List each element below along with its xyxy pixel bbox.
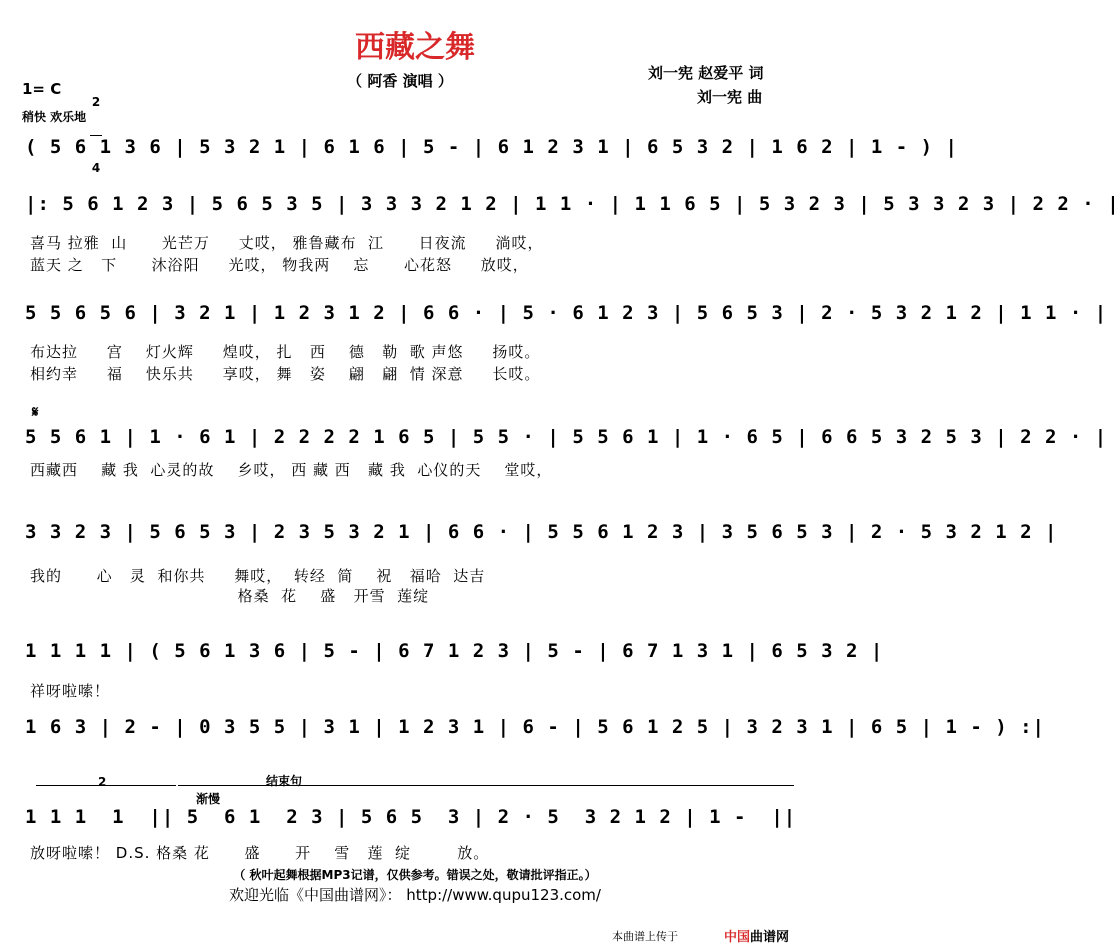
meter-bottom: 4 [91,161,101,175]
notation-row-8: 1 1 1 1 || 5 6 1 2 3 | 5 6 5 3 | 2 · 5 3 2 1 2 | 1 - || [25,806,797,828]
coda-label: 结束句 [266,774,303,788]
meter-top: 2 [91,95,101,109]
notation-row-6: 1 1 1 1 | ( 5 6 1 3 6 | 5 - | 6 7 1 2 3 | 5 - | 6 7 1 3 1 | 6 5 3 2 | [25,640,884,662]
upload-note: 本曲谱上传于 [612,930,678,943]
lyrics-row-6: 祥呀啦嗦！ [30,682,111,700]
notation-row-2: |: 5 6 1 2 3 | 5 6 5 3 5 | 3 3 3 2 1 2 | 1 1 · | 1 1 6 5 | 5 3 2 3 | 5 3 3 2 3 | 2 2 · | [25,193,1120,215]
lyrics-row-3-verse-2: 相约幸 福 快乐共 享哎， 舞 姿 翩 翩 情 深意 长哎。 [30,365,541,383]
key-signature: 1= C [22,80,62,98]
notation-row-7: 1 6 3 | 2 - | 0 3 5 5 | 3 1 | 1 2 3 1 | 6 - | 5 6 1 2 5 | 3 2 3 1 | 6 5 | 1 - ) :| [25,716,1045,738]
site-logo-part-1: 中国 [724,930,751,945]
notation-row-5: 3 3 2 3 | 5 6 5 3 | 2 3 5 3 2 1 | 6 6 · | 5 5 6 1 2 3 | 3 5 6 5 3 | 2 · 5 3 2 1 2 | [25,521,1058,543]
lyricist-credit: 刘一宪 赵爱平 词 [648,64,764,82]
welcome-line: 欢迎光临《中国曲谱网》： http://www.qupu123.com/ [229,886,601,904]
lyrics-row-3-verse-1: 布达拉 宫 灯火辉 煌哎， 扎 西 德 勒 歌 声悠 扬哎。 [30,343,541,361]
segno-sign: 𝄋 [32,403,39,421]
notation-row-3: 5 5 6 5 6 | 3 2 1 | 1 2 3 1 2 | 6 6 · | 5 · 6 1 2 3 | 5 6 5 3 | 2 · 5 3 2 1 2 | 1 1 · | [25,302,1108,324]
tempo-marking: 稍快 欢乐地 [22,110,87,124]
site-logo-part-2: 曲谱网 [750,930,790,945]
singer-credit: （ 阿香 演唱 ） [347,72,453,90]
song-title: 西藏之舞 [355,30,475,65]
composer-credit: 刘一宪 曲 [697,88,763,106]
time-signature [90,70,102,188]
lyrics-row-2-verse-1: 喜马 拉雅 山 光芒万 丈哎， 雅鲁藏布 江 日夜流 淌哎， [30,234,544,252]
notation-row-1: ( 5 6 1 3 6 | 5 3 2 1 | 6 1 6 | 5 - | 6 1 2 3 1 | 6 5 3 2 | 1 6 2 | 1 - ) | [25,136,958,158]
lyrics-row-4: 西藏西 藏 我 心灵的故 乡哎， 西 藏 西 藏 我 心仪的天 堂哎， [30,461,553,479]
transcription-note: （ 秋叶起舞根据MP3记谱，仅供参考。错误之处，敬请批评指正。） [233,868,597,882]
second-ending-number: 2 [98,775,107,789]
lyrics-row-8: 放呀啦嗦！ D.S. 格桑 花 盛 开 雪 莲 绽 放。 [30,844,490,862]
site-logo [724,926,789,945]
notation-row-4: 5 5 6 1 | 1 · 6 1 | 2 2 2 2 1 6 5 | 5 5 · | 5 5 6 1 | 1 · 6 5 | 6 6 5 3 2 5 3 | 2 2 · | [25,426,1108,448]
lyrics-row-5-verse-2: 格桑 花 盛 开雪 莲绽 [30,587,430,605]
lyrics-row-5-verse-1: 我的 心 灵 和你共 舞哎， 转经 简 祝 福哈 达吉 [30,567,486,585]
lyrics-row-2-verse-2: 蓝天 之 下 沐浴阳 光哎， 物我两 忘 心花怒 放哎， [30,256,529,274]
ritardando-mark: 渐慢 [196,792,221,806]
